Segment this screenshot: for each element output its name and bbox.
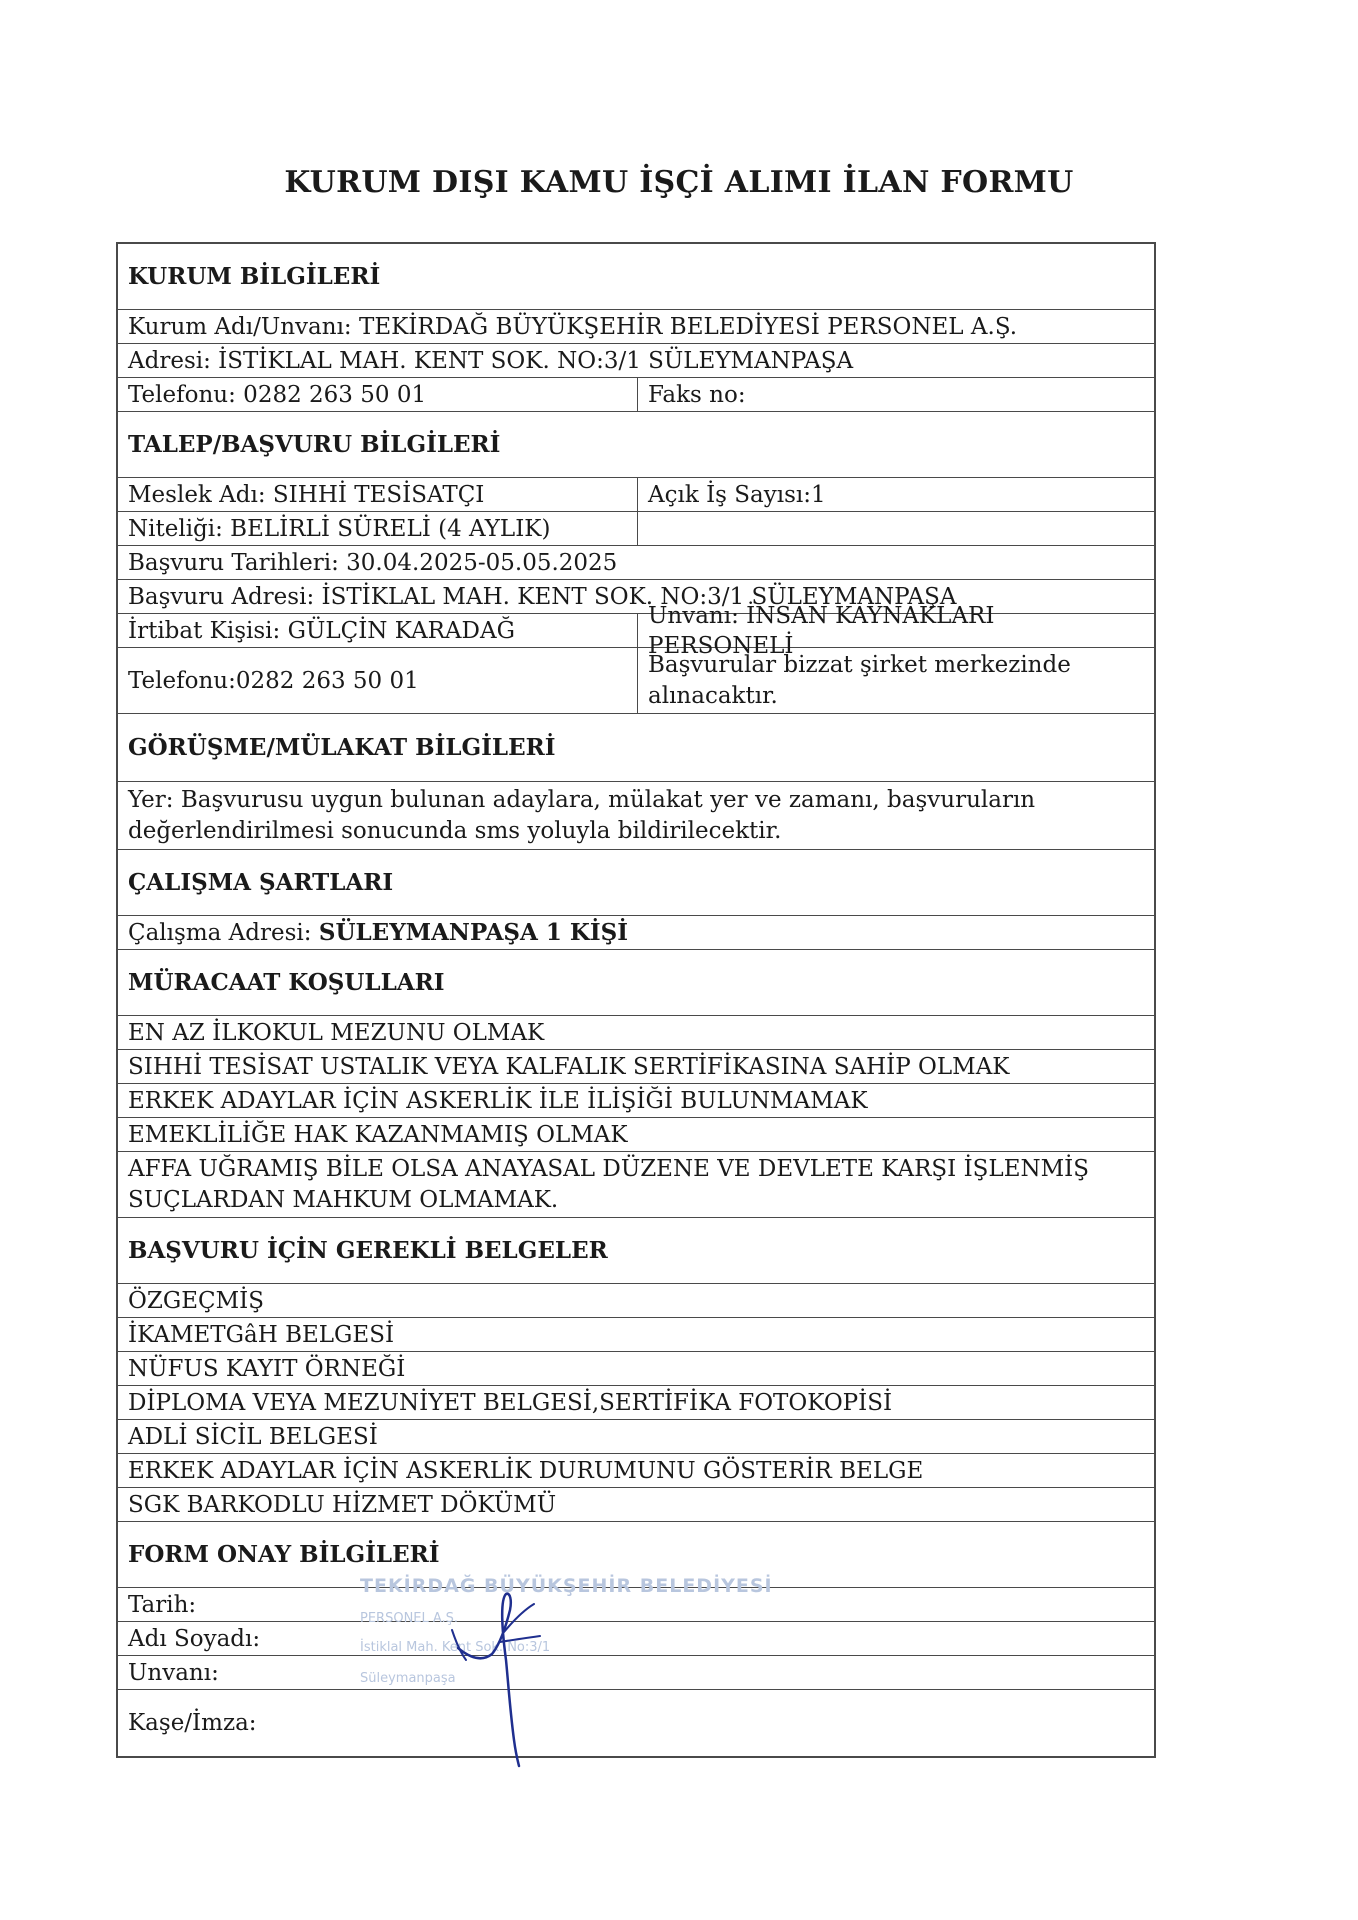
row-irtibat — [118, 602, 1154, 659]
row-meslek — [118, 478, 1154, 512]
niteligi: Niteliği: BELİRLİ SÜRELİ (4 AYLIK) — [118, 512, 638, 545]
muracaat-kosulu: AFFA UĞRAMIŞ BİLE OLSA ANAYASAL DÜZENE VE DEVLETE KARŞI İŞLENMİŞ SUÇLARDAN MAHKUM OLMAMAK. — [128, 1155, 1090, 1213]
muracaat-kosulu: EN AZ İLKOKUL MEZUNU OLMAK — [128, 1019, 545, 1046]
stamp-line: TEKİRDAĞ BÜYÜKŞEHİR BELEDİYESİ — [360, 1575, 773, 1597]
list-item — [118, 1386, 1154, 1420]
belge-item: DİPLOMA VEYA MEZUNİYET BELGESİ,SERTİFİKA FOTOKOPİSİ — [128, 1389, 893, 1416]
section-title: TALEP/BAŞVURU BİLGİLERİ — [128, 430, 501, 458]
onay-unvani: Unvanı: — [128, 1659, 219, 1686]
calisma-adresi-value: SÜLEYMANPAŞA 1 KİŞİ — [318, 918, 629, 946]
belge-item: İKAMETGâH BELGESİ — [128, 1321, 395, 1348]
form-title: KURUM DIŞI KAMU İŞÇİ ALIMI İLAN FORMU — [284, 165, 1074, 200]
basvuru-notu: Başvurular bizzat şirket merkezinde alınacaktır. — [648, 651, 1071, 709]
section-header-onay — [118, 1522, 1154, 1588]
row-kurum-adi — [118, 310, 1154, 344]
muracaat-kosulu: ERKEK ADAYLAR İÇİN ASKERLİK İLE İLİŞİĞİ BULUNMAMAK — [128, 1087, 868, 1114]
row-calisma-adresi — [118, 916, 1154, 950]
row-telefon-not — [118, 648, 1154, 714]
list-item — [118, 1016, 1154, 1050]
section-header-talep — [118, 412, 1154, 478]
calisma-adresi-label: Çalışma Adresi: — [128, 919, 319, 946]
form-table — [116, 242, 1156, 1758]
muracaat-kosulu: SIHHİ TESİSAT USTALIK VEYA KALFALIK SERTİFİKASINA SAHİP OLMAK — [128, 1053, 1010, 1080]
stamp-line: PERSONEL A.Ş. — [360, 1611, 459, 1626]
kurum-faks: Faks no: — [648, 381, 746, 408]
stamp-line: Süleymanpaşa — [360, 1671, 456, 1686]
meslek-adi: Meslek Adı: SIHHİ TESİSATÇI — [118, 478, 638, 511]
list-item — [118, 1084, 1154, 1118]
row-kurum-adres — [118, 344, 1154, 378]
row-onay-tarih — [118, 1588, 1154, 1622]
list-item — [118, 1454, 1154, 1488]
belge-item: ERKEK ADAYLAR İÇİN ASKERLİK DURUMUNU GÖSTERİR BELGE — [128, 1457, 924, 1484]
section-header-calisma — [118, 850, 1154, 916]
muracaat-kosulu: EMEKLİLİĞE HAK KAZANMAMIŞ OLMAK — [128, 1121, 628, 1148]
row-kurum-telefon — [118, 378, 1154, 412]
belge-item: ÖZGEÇMİŞ — [128, 1287, 264, 1314]
section-header-kurum — [118, 244, 1154, 310]
row-onay-kase-imza — [118, 1690, 1154, 1756]
section-header-muracaat — [118, 950, 1154, 1016]
irtibat-unvani: Unvanı: İNSAN KAYNAKLARI PERSONELİ — [648, 602, 995, 659]
basvuru-tarihleri: Başvuru Tarihleri: 30.04.2025-05.05.2025 — [128, 549, 618, 576]
row-onay-unvani — [118, 1656, 1154, 1690]
onay-adi-soyadi: Adı Soyadı: — [128, 1625, 261, 1652]
onay-tarih: Tarih: — [128, 1591, 197, 1618]
belge-item: SGK BARKODLU HİZMET DÖKÜMÜ — [128, 1491, 557, 1518]
row-onay-adi-soyadi — [118, 1622, 1154, 1656]
basvuru-adresi: Başvuru Adresi: İSTİKLAL MAH. KENT SOK. NO:3/1 SÜLEYMANPAŞA — [128, 583, 957, 610]
mulakat-yer: Yer: Başvurusu uygun bulunan adaylara, mülakat yer ve zamanı, başvuruların değerlendirilmesi sonucunda sms yoluyla bildirilecektir. — [128, 786, 1036, 844]
row-mulakat-yer — [118, 782, 1154, 850]
irtibat-kisisi: İrtibat Kişisi: GÜLÇİN KARADAĞ — [118, 614, 638, 647]
section-title: GÖRÜŞME/MÜLAKAT BİLGİLERİ — [128, 733, 556, 761]
section-title: MÜRACAAT KOŞULLARI — [128, 968, 445, 996]
section-header-gorusme — [118, 714, 1154, 782]
talep-telefon: Telefonu:0282 263 50 01 — [118, 648, 638, 713]
section-header-belgeler — [118, 1218, 1154, 1284]
kurum-adres: Adresi: İSTİKLAL MAH. KENT SOK. NO:3/1 SÜLEYMANPAŞA — [128, 347, 854, 374]
section-title: FORM ONAY BİLGİLERİ — [128, 1540, 440, 1568]
row-basvuru-tarihleri — [118, 546, 1154, 580]
kurum-adi: Kurum Adı/Unvanı: TEKİRDAĞ BÜYÜKŞEHİR BELEDİYESİ PERSONEL A.Ş. — [128, 313, 1018, 340]
onay-kase-imza: Kaşe/İmza: — [128, 1710, 257, 1736]
list-item — [118, 1352, 1154, 1386]
calisma-adresi — [118, 916, 1154, 949]
section-title: ÇALIŞMA ŞARTLARI — [128, 868, 394, 896]
list-item — [118, 1152, 1154, 1218]
kurum-telefon: Telefonu: 0282 263 50 01 — [118, 378, 638, 411]
list-item — [118, 1118, 1154, 1152]
belge-item: NÜFUS KAYIT ÖRNEĞİ — [128, 1355, 406, 1382]
row-niteligi — [118, 512, 1154, 546]
section-title: KURUM BİLGİLERİ — [128, 262, 381, 290]
empty-cell — [638, 512, 1154, 545]
list-item — [118, 1420, 1154, 1454]
list-item — [118, 1488, 1154, 1522]
section-title: BAŞVURU İÇİN GEREKLİ BELGELER — [128, 1236, 608, 1264]
list-item — [118, 1050, 1154, 1084]
list-item — [118, 1318, 1154, 1352]
acik-is-sayisi: Açık İş Sayısı:1 — [648, 481, 826, 508]
stamp-line: İstiklal Mah. Kent Sok. No:3/1 — [360, 1640, 551, 1655]
belge-item: ADLİ SİCİL BELGESİ — [128, 1423, 378, 1450]
list-item — [118, 1284, 1154, 1318]
